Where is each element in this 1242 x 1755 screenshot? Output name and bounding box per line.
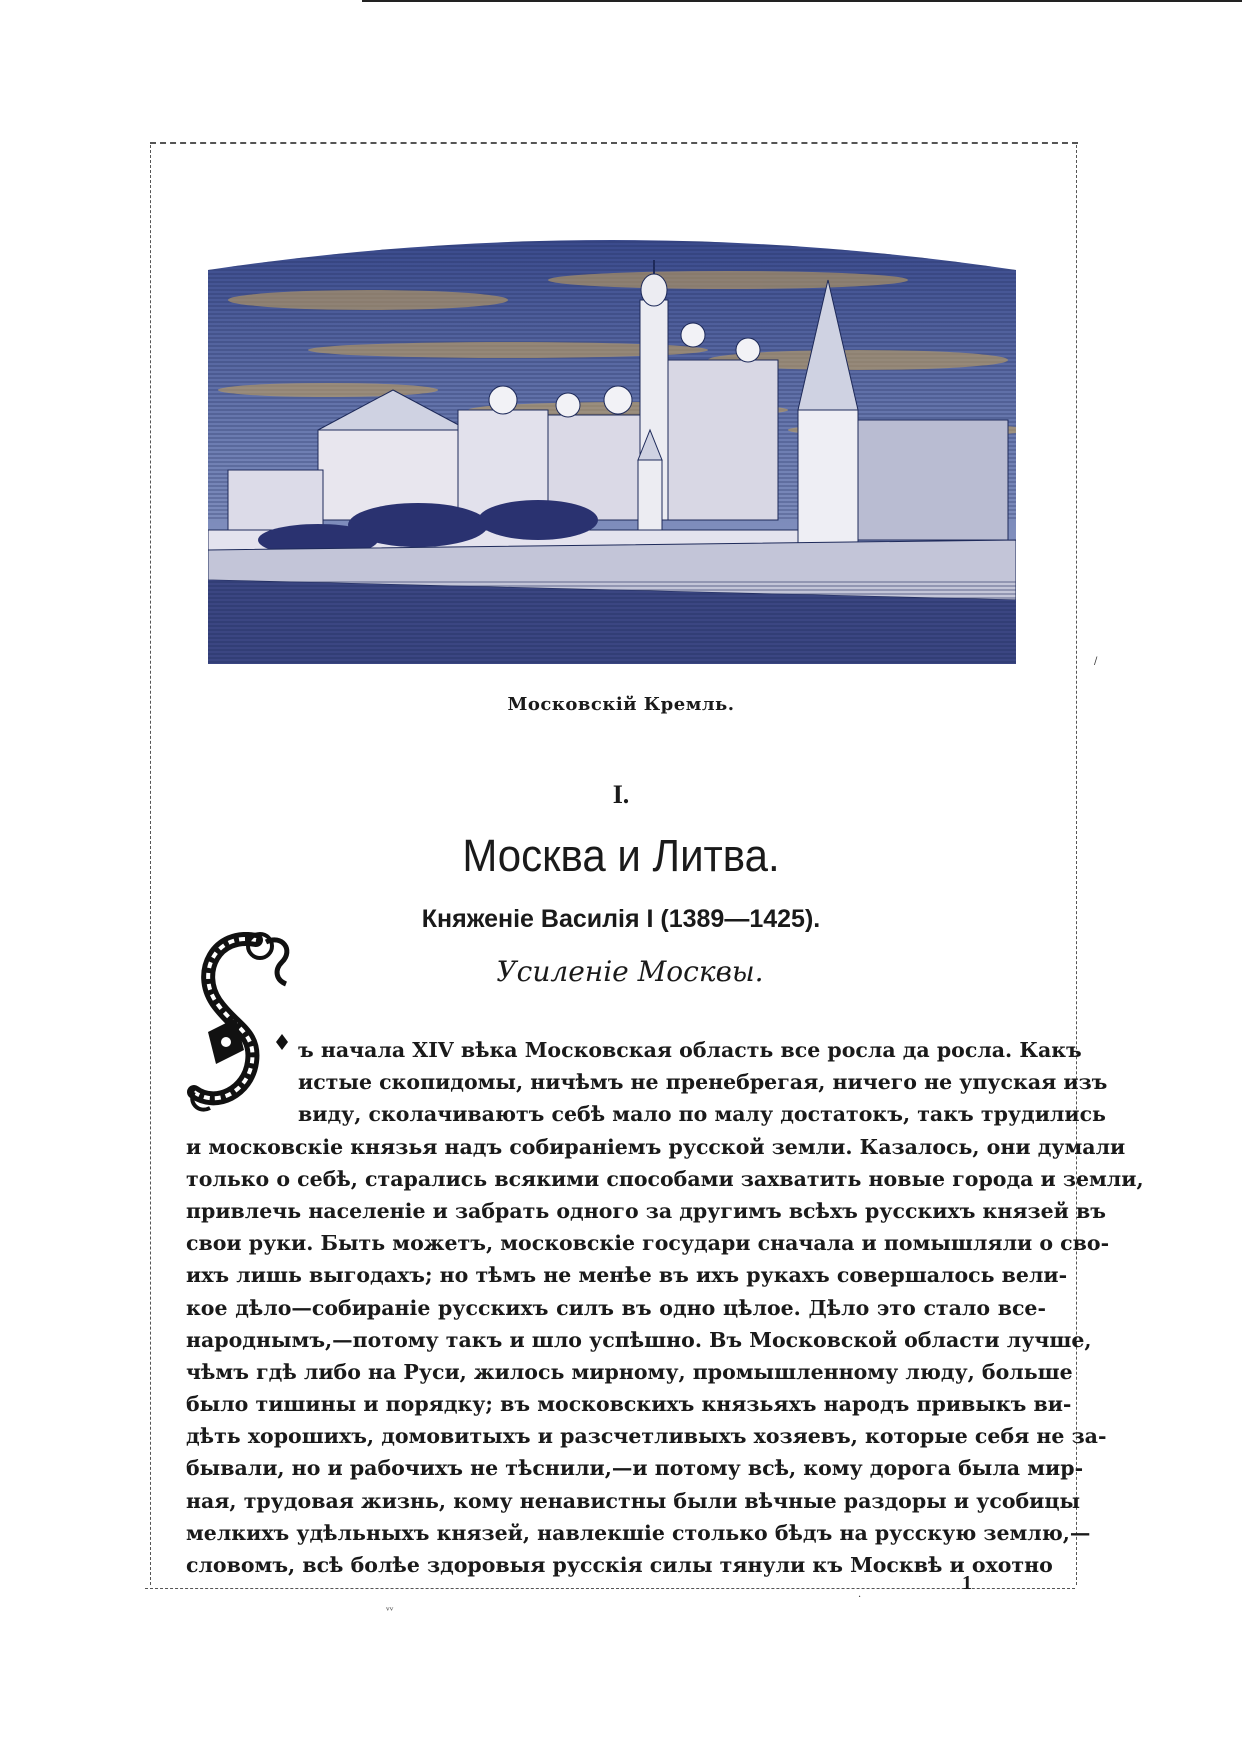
scan-speck: / [1094,656,1098,667]
page-frame-top [150,142,1078,144]
body-line: дѣть хорошихъ, домовитыхъ и разсчетливыхъ хозяевъ, которые себя не за- [186,1424,1107,1449]
body-line: свои руки. Быть можетъ, московскіе государи сначала и помышляли о сво- [186,1231,1110,1256]
body-line: словомъ, всѣ болѣе здоровыя русскія силы тянули къ Москвѣ и охотно [186,1553,1053,1577]
body-line: истые скопидомы, ничѣмъ не пренебрегая, ничего не упуская изъ [298,1070,1108,1095]
body-text [186,1034,1144,1581]
page-number: 1 [962,1572,972,1594]
scan-speck: ᵛᵛ [386,1606,394,1617]
body-line: народнымъ,—потому такъ и шло успѣшно. Въ Московской области лучше, [186,1327,1092,1352]
scan-top-rule [362,0,1242,2]
body-line: чѣмъ гдѣ либо на Руси, жилось мирному, промышленному люду, больше [186,1359,1073,1384]
page-frame-bottom [145,1588,1075,1589]
body-line: и московскіе князья надъ собираніемъ русской земли. Казалось, они думали [186,1134,1126,1159]
body-line: мелкихъ удѣльныхъ князей, навлекшіе столько бѣдъ на русскую землю,— [186,1520,1091,1545]
body-line: ихъ лишь выгодахъ; но тѣмъ не менѣе въ ихъ рукахъ совершалось вели- [186,1263,1068,1288]
chapter-number: I. [612,780,630,809]
body-line: ъ начала XIV вѣка Московская область все росла да росла. Какъ [298,1038,1082,1062]
kremlin-engraving [208,240,1016,664]
illustration-caption: Московскій Кремль. [507,694,735,715]
chapter-subtitle: Княженіе Василія I (1389—1425). [421,905,821,933]
chapter-title: Москва и Литва. [462,830,780,881]
body-line: виду, сколачиваютъ себѣ мало по малу достатокъ, такъ трудились [298,1102,1106,1127]
body-line: только о себѣ, старались всякими способами захватить новые города и земли, [186,1166,1144,1191]
body-line: ная, трудовая жизнь, кому ненавистны были вѣчные раздоры и усобицы [186,1488,1081,1513]
body-line: привлечь населеніе и забрать одного за другимъ всѣхъ русскихъ князей въ [186,1198,1106,1223]
body-line: бывали, но и рабочихъ не тѣснили,—и потому всѣ, кому дорога была мир- [186,1456,1084,1481]
body-line: было тишины и порядку; въ московскихъ князьяхъ народъ привыкъ ви- [186,1392,1072,1417]
body-line: кое дѣло—собираніе русскихъ силъ въ одно цѣлое. Дѣло это стало все- [186,1295,1046,1320]
scan-speck: · [858,1592,862,1603]
section-title: Усиленіе Москвы. [496,955,764,988]
